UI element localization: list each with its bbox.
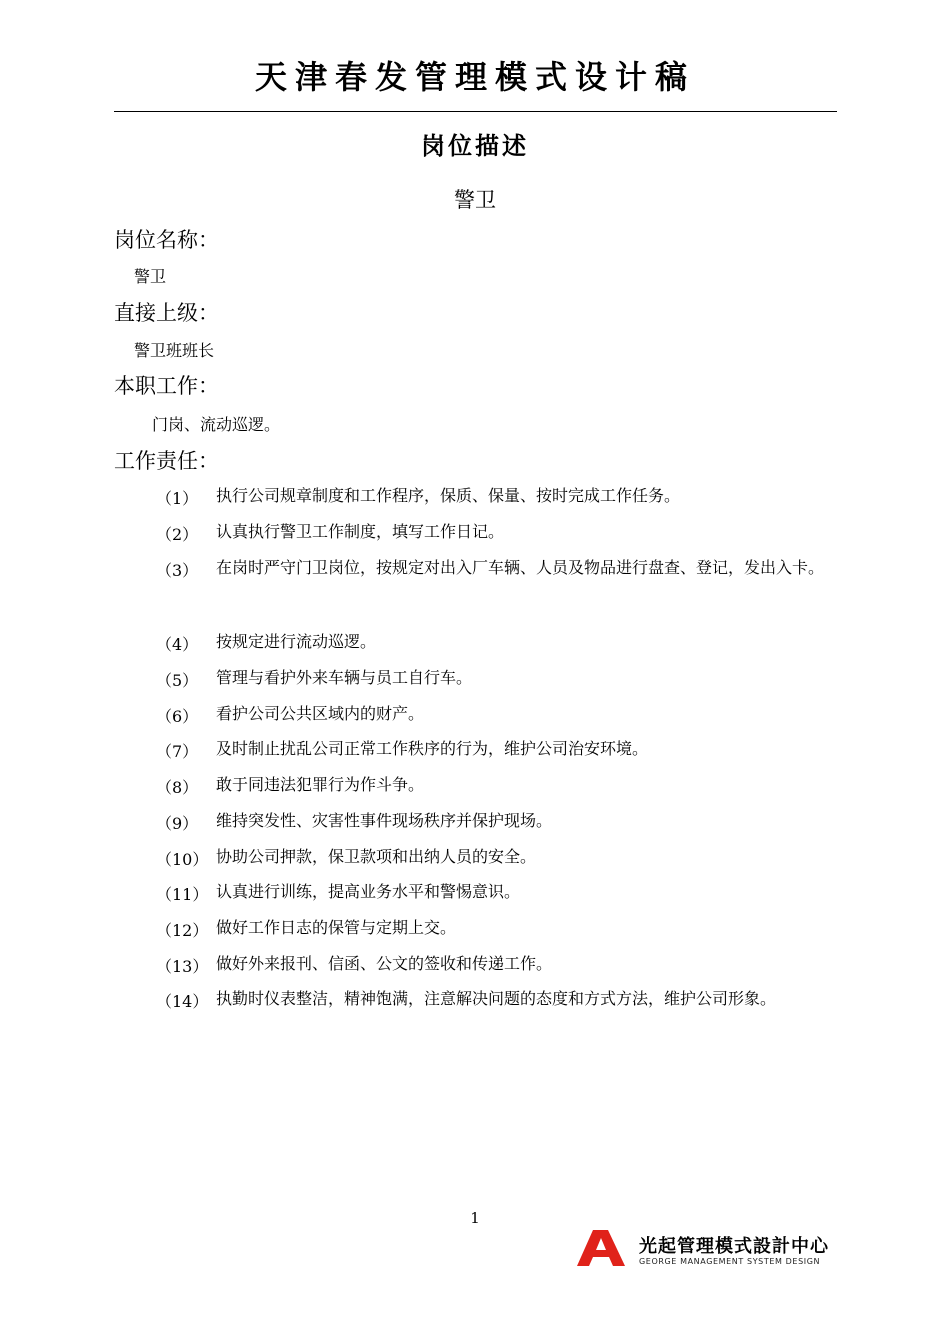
position-title: 警卫 — [454, 188, 496, 212]
duty-text: 敢于同违法犯罪行为作斗争。 — [216, 775, 425, 794]
duty-number: （7） — [156, 742, 199, 761]
duties-label: 工作责任： — [114, 449, 219, 473]
duty-number: （1） — [156, 489, 199, 508]
main-job-value: 门岗、流动巡逻。 — [152, 415, 281, 434]
document-title: 天津春发管理模式设计稿 — [254, 58, 695, 96]
duty-text: 执行公司规章制度和工作程序，保质、保量、按时完成工作任务。 — [216, 486, 681, 505]
duty-number: （11） — [156, 885, 209, 904]
header-divider — [114, 111, 837, 112]
duty-number: （9） — [156, 814, 199, 833]
position-name-value: 警卫 — [134, 267, 167, 286]
duty-text: 认真执行警卫工作制度，填写工作日记。 — [216, 522, 505, 541]
logo-a-mark-icon — [575, 1228, 627, 1268]
duty-number: （6） — [156, 707, 199, 726]
duty-number: （5） — [156, 671, 199, 690]
duty-number: （8） — [156, 778, 199, 797]
duty-number: （14） — [156, 992, 209, 1011]
duty-text: 及时制止扰乱公司正常工作秩序的行为，维护公司治安环境。 — [216, 739, 649, 758]
duty-text: 执勤时仪表整洁，精神饱满，注意解决问题的态度和方式方法，维护公司形象。 — [216, 989, 777, 1008]
duty-text: 做好工作日志的保管与定期上交。 — [216, 918, 457, 937]
position-name-label: 岗位名称： — [114, 228, 219, 252]
direct-superior-label: 直接上级： — [114, 301, 219, 325]
logo-subtitle: GEORGE MANAGEMENT SYSTEM DESIGN — [639, 1257, 821, 1266]
footer-logo — [575, 1228, 845, 1270]
duty-text: 管理与看护外来车辆与员工自行车。 — [216, 668, 473, 687]
duty-text: 认真进行训练，提高业务水平和警惕意识。 — [216, 882, 521, 901]
page-number: 1 — [470, 1209, 480, 1227]
section-title: 岗位描述 — [421, 132, 529, 160]
logo-name: 光起管理模式設計中心 — [639, 1236, 829, 1257]
duty-text: 维持突发性、灾害性事件现场秩序并保护现场。 — [216, 811, 553, 830]
duty-text: 做好外来报刊、信函、公文的签收和传递工作。 — [216, 954, 553, 973]
duty-number: （13） — [156, 957, 209, 976]
duty-number: （3） — [156, 561, 199, 580]
duty-number: （10） — [156, 850, 209, 869]
duty-number: （2） — [156, 525, 199, 544]
duty-text: 按规定进行流动巡逻。 — [216, 632, 377, 651]
duty-number: （12） — [156, 921, 209, 940]
duty-text: 看护公司公共区域内的财产。 — [216, 704, 425, 723]
direct-superior-value: 警卫班班长 — [134, 341, 215, 360]
duty-text: 在岗时严守门卫岗位，按规定对出入厂车辆、人员及物品进行盘查、登记，发出入卡。 — [216, 558, 825, 577]
main-job-label: 本职工作： — [114, 374, 219, 398]
duty-text: 协助公司押款，保卫款项和出纳人员的安全。 — [216, 847, 537, 866]
duty-number: （4） — [156, 635, 199, 654]
